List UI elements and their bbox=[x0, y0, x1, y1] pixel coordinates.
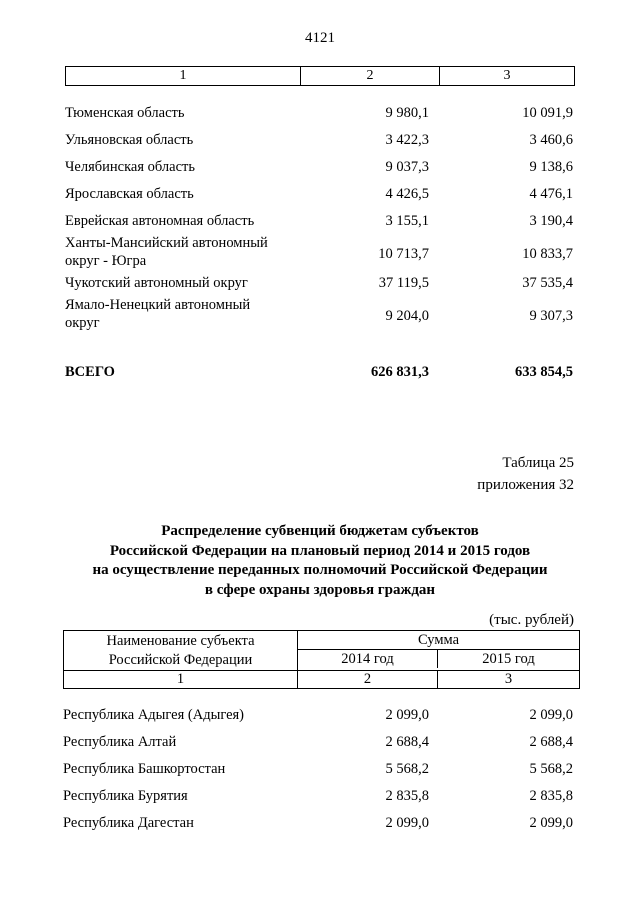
name-header-line: Наименование субъекта bbox=[106, 633, 255, 649]
value-2015: 4 476,1 bbox=[529, 186, 573, 202]
region-name: Чукотский автономный округ bbox=[65, 275, 248, 291]
year-2015-header: 2015 год bbox=[482, 651, 535, 667]
region-name-cont: округ bbox=[65, 315, 100, 331]
region-name: Ярославская область bbox=[65, 186, 194, 202]
value-2014: 10 713,7 bbox=[378, 246, 429, 262]
region-name: Тюменская область bbox=[65, 105, 185, 121]
col-header-2: 2 bbox=[301, 67, 440, 85]
units-label: (тыс. рублей) bbox=[489, 612, 574, 628]
value-2015: 10 091,9 bbox=[522, 105, 573, 121]
value-2014: 37 119,5 bbox=[378, 275, 429, 291]
value-2015: 9 307,3 bbox=[529, 308, 573, 324]
value-2015: 37 535,4 bbox=[522, 275, 573, 291]
region-name: Ханты-Мансийский автономный bbox=[65, 235, 268, 251]
table-reference bbox=[477, 452, 574, 496]
value-2014: 2 099,0 bbox=[385, 707, 429, 723]
region-name: Республика Адыгея (Адыгея) bbox=[63, 707, 245, 723]
sum-column-header bbox=[298, 631, 579, 670]
value-2015: 9 138,6 bbox=[529, 159, 573, 175]
value-2014: 2 688,4 bbox=[385, 734, 429, 750]
region-name-cont: округ - Югра bbox=[65, 253, 147, 269]
value-2014: 9 037,3 bbox=[385, 159, 429, 175]
region-name: Челябинская область bbox=[65, 159, 195, 175]
value-2014: 9 204,0 bbox=[385, 308, 429, 324]
value-2015: 2 099,0 bbox=[529, 815, 573, 831]
value-2014: 4 426,5 bbox=[385, 186, 429, 202]
col-number-1: 1 bbox=[64, 671, 298, 688]
value-2015: 5 568,2 bbox=[529, 761, 573, 777]
value-2014: 5 568,2 bbox=[385, 761, 429, 777]
value-2014: 9 980,1 bbox=[385, 105, 429, 121]
value-2015: 2 835,8 bbox=[529, 788, 573, 804]
col-header-1: 1 bbox=[66, 67, 301, 85]
appendix-number: приложения 32 bbox=[477, 477, 574, 493]
page-number: 4121 bbox=[305, 30, 335, 46]
region-name: Ямало-Ненецкий автономный bbox=[65, 297, 251, 313]
sum-title: Сумма bbox=[298, 631, 579, 650]
total-2015: 633 854,5 bbox=[515, 364, 573, 380]
value-2015: 3 190,4 bbox=[529, 213, 573, 229]
title-line: Российской Федерации на плановый период 2014 и 2015 годов bbox=[109, 542, 531, 559]
col-number-3: 3 bbox=[504, 671, 513, 687]
region-name: Еврейская автономная область bbox=[65, 213, 255, 229]
region-name: Республика Алтай bbox=[63, 734, 177, 750]
value-2014: 2 835,8 bbox=[385, 788, 429, 804]
year-2014-header: 2014 год bbox=[298, 650, 438, 668]
value-2014: 2 099,0 bbox=[385, 815, 429, 831]
value-2014: 3 422,3 bbox=[385, 132, 429, 148]
col-header-3: 3 bbox=[503, 68, 511, 83]
title-line: на осуществление переданных полномочий Российской Федерации bbox=[92, 562, 548, 578]
value-2015: 2 688,4 bbox=[529, 734, 573, 750]
top-table-header bbox=[65, 66, 575, 86]
value-2015: 3 460,6 bbox=[529, 132, 573, 148]
region-name: Ульяновская область bbox=[65, 132, 194, 148]
name-column-header bbox=[64, 631, 298, 670]
region-name: Республика Бурятия bbox=[63, 788, 188, 804]
total-2014: 626 831,3 bbox=[371, 364, 429, 380]
value-2014: 3 155,1 bbox=[385, 213, 429, 229]
region-name: Республика Башкортостан bbox=[63, 761, 226, 777]
value-2015: 10 833,7 bbox=[522, 246, 573, 262]
title-line: Распределение субвенций бюджетам субъектов bbox=[161, 523, 479, 539]
table-title bbox=[0, 522, 640, 600]
region-name: Республика Дагестан bbox=[63, 815, 194, 831]
name-header-line: Российской Федерации bbox=[108, 652, 253, 668]
title-line: в сфере охраны здоровья граждан bbox=[204, 581, 436, 598]
col-number-2: 2 bbox=[298, 671, 438, 688]
table-number: Таблица 25 bbox=[502, 455, 574, 471]
table2-header bbox=[63, 630, 580, 689]
value-2015: 2 099,0 bbox=[529, 707, 573, 723]
total-label: ВСЕГО bbox=[65, 364, 115, 380]
